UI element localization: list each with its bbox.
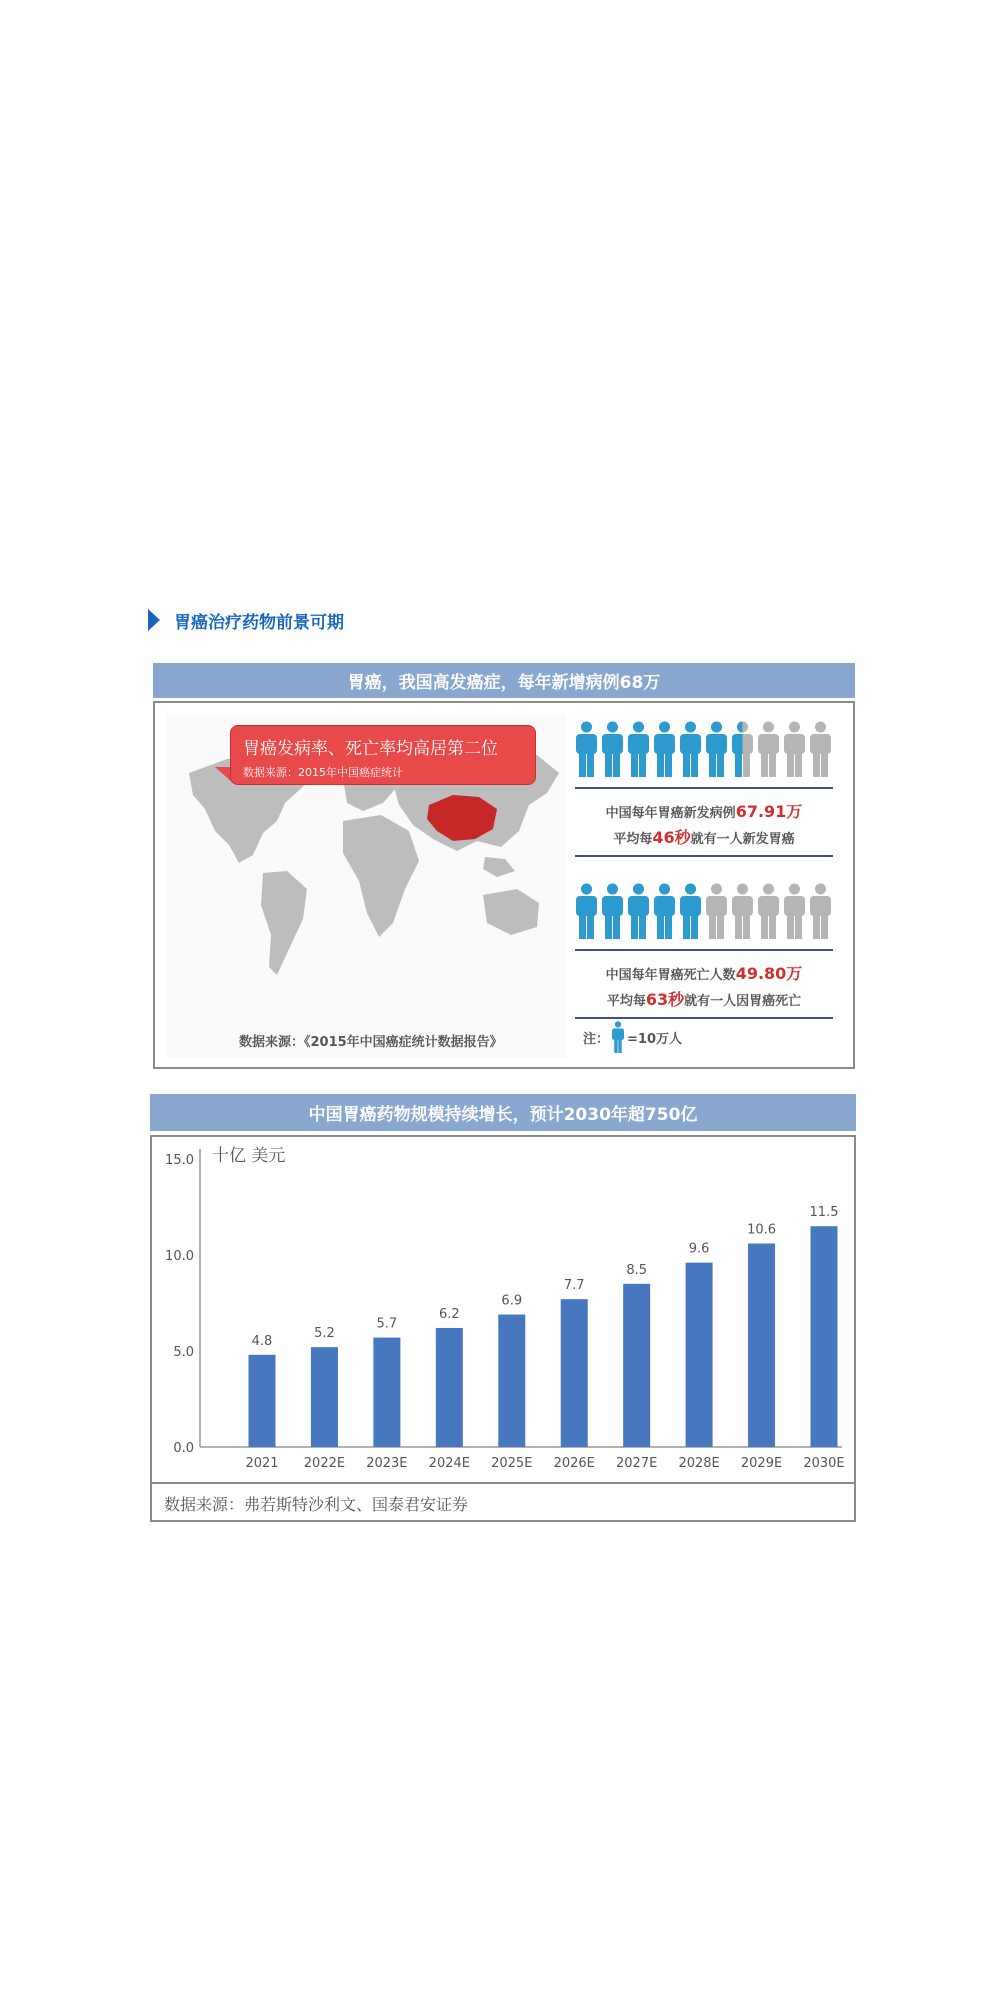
bar bbox=[623, 1284, 650, 1447]
callout-title: 胃癌发病率、死亡率均高居第二位 bbox=[243, 739, 498, 759]
legend-note bbox=[583, 1021, 682, 1053]
x-tick-label: 2024E bbox=[428, 1456, 470, 1471]
chart-panel bbox=[150, 1135, 856, 1522]
incidence-count-line bbox=[575, 799, 833, 822]
x-tick-label: 2028E bbox=[678, 1456, 720, 1471]
x-tick-label: 2026E bbox=[553, 1456, 595, 1471]
divider bbox=[575, 855, 833, 857]
person-icon bbox=[783, 721, 806, 777]
person-icon bbox=[783, 883, 806, 939]
data-label: 9.6 bbox=[688, 1241, 710, 1257]
x-tick-label: 2025E bbox=[491, 1456, 533, 1471]
incidence-people-row bbox=[575, 721, 832, 777]
person-icon bbox=[731, 721, 754, 777]
data-label: 5.7 bbox=[376, 1316, 398, 1332]
callout-box bbox=[230, 725, 536, 785]
south-america-shape bbox=[261, 871, 307, 975]
mortality-people-row bbox=[575, 883, 832, 939]
person-icon bbox=[809, 883, 832, 939]
incidence-rate-prefix: 平均每 bbox=[613, 832, 653, 847]
world-map-area bbox=[167, 713, 567, 1058]
divider bbox=[575, 949, 833, 951]
mortality-value: 49.80万 bbox=[735, 964, 803, 983]
person-icon bbox=[611, 1021, 625, 1053]
unit-label: 十亿 美元 bbox=[212, 1146, 286, 1166]
incidence-label: 中国每年胃癌新发病例 bbox=[605, 806, 736, 821]
person-icon bbox=[757, 883, 780, 939]
person-icon bbox=[653, 721, 676, 777]
y-tick-label: 10.0 bbox=[165, 1249, 194, 1264]
person-icon bbox=[627, 721, 650, 777]
chart-banner: 中国胃癌药物规模持续增长，预计2030年超750亿 bbox=[150, 1094, 856, 1131]
person-icon bbox=[757, 721, 780, 777]
section-title: 胃癌治疗药物前景可期 bbox=[174, 612, 344, 633]
data-label: 6.2 bbox=[438, 1306, 460, 1322]
person-icon bbox=[705, 883, 728, 939]
chart-source: 数据来源：弗若斯特沙利文、国泰君安证券 bbox=[152, 1482, 854, 1520]
incidence-rate-line bbox=[575, 825, 833, 848]
person-icon bbox=[601, 721, 624, 777]
data-label: 11.5 bbox=[809, 1205, 839, 1221]
infographic-banner: 胃癌，我国高发癌症，每年新增病例68万 bbox=[153, 663, 855, 698]
person-icon bbox=[653, 883, 676, 939]
x-tick-label: 2027E bbox=[616, 1456, 658, 1471]
note-prefix: 注： bbox=[583, 1031, 610, 1047]
map-source: 数据来源：《2015年中国癌症统计数据报告》 bbox=[239, 1035, 503, 1050]
incidence-rate-suffix: 就有一人新发胃癌 bbox=[690, 832, 795, 847]
data-label: 10.6 bbox=[747, 1222, 777, 1238]
mortality-count-line bbox=[575, 961, 833, 984]
data-label: 8.5 bbox=[626, 1262, 648, 1278]
data-label: 6.9 bbox=[501, 1293, 523, 1309]
bar bbox=[311, 1347, 338, 1447]
data-label: 5.2 bbox=[314, 1326, 335, 1342]
mortality-rate-value: 63秒 bbox=[645, 990, 685, 1009]
person-icon bbox=[705, 721, 728, 777]
australia-shape bbox=[483, 889, 539, 935]
mortality-rate-prefix: 平均每 bbox=[606, 994, 646, 1009]
bar bbox=[686, 1263, 713, 1447]
x-tick-label: 2022E bbox=[303, 1456, 346, 1471]
bar-chart bbox=[152, 1137, 854, 1482]
x-tick-label: 2030E bbox=[803, 1456, 845, 1471]
x-tick-label: 2029E bbox=[740, 1456, 783, 1471]
bar bbox=[373, 1338, 400, 1447]
incidence-value: 67.91万 bbox=[735, 802, 803, 821]
bar bbox=[748, 1243, 775, 1447]
mortality-label: 中国每年胃癌死亡人数 bbox=[605, 968, 736, 983]
person-icon bbox=[627, 883, 650, 939]
africa-shape bbox=[343, 815, 419, 937]
data-label: 4.8 bbox=[251, 1333, 273, 1349]
callout-source: 数据来源：2015年中国癌症统计 bbox=[243, 766, 403, 779]
person-icon bbox=[809, 721, 832, 777]
divider bbox=[575, 1017, 833, 1019]
person-icon bbox=[731, 883, 754, 939]
bar bbox=[561, 1299, 588, 1447]
triangle-bullet-icon bbox=[148, 609, 160, 631]
y-tick-label: 5.0 bbox=[173, 1345, 194, 1360]
bar bbox=[249, 1355, 276, 1447]
infographic-panel bbox=[153, 701, 855, 1069]
person-icon bbox=[601, 883, 624, 939]
person-icon bbox=[679, 721, 702, 777]
person-icon bbox=[575, 721, 598, 777]
x-tick-label: 2023E bbox=[366, 1456, 408, 1471]
data-label: 7.7 bbox=[563, 1278, 585, 1294]
se-asia-shape bbox=[483, 857, 515, 877]
bar bbox=[498, 1315, 525, 1447]
y-tick-label: 0.0 bbox=[173, 1441, 194, 1456]
note-suffix: =10万人 bbox=[627, 1031, 682, 1047]
person-icon bbox=[575, 883, 598, 939]
mortality-rate-line bbox=[575, 987, 833, 1010]
mortality-rate-suffix: 就有一人因胃癌死亡 bbox=[684, 994, 802, 1009]
bar bbox=[811, 1226, 838, 1447]
x-tick-label: 2021 bbox=[245, 1456, 279, 1471]
section-heading bbox=[148, 608, 344, 632]
bar bbox=[436, 1328, 463, 1447]
y-tick-label: 15.0 bbox=[165, 1153, 194, 1168]
divider bbox=[575, 787, 833, 789]
person-icon bbox=[679, 883, 702, 939]
incidence-rate-value: 46秒 bbox=[652, 828, 691, 847]
